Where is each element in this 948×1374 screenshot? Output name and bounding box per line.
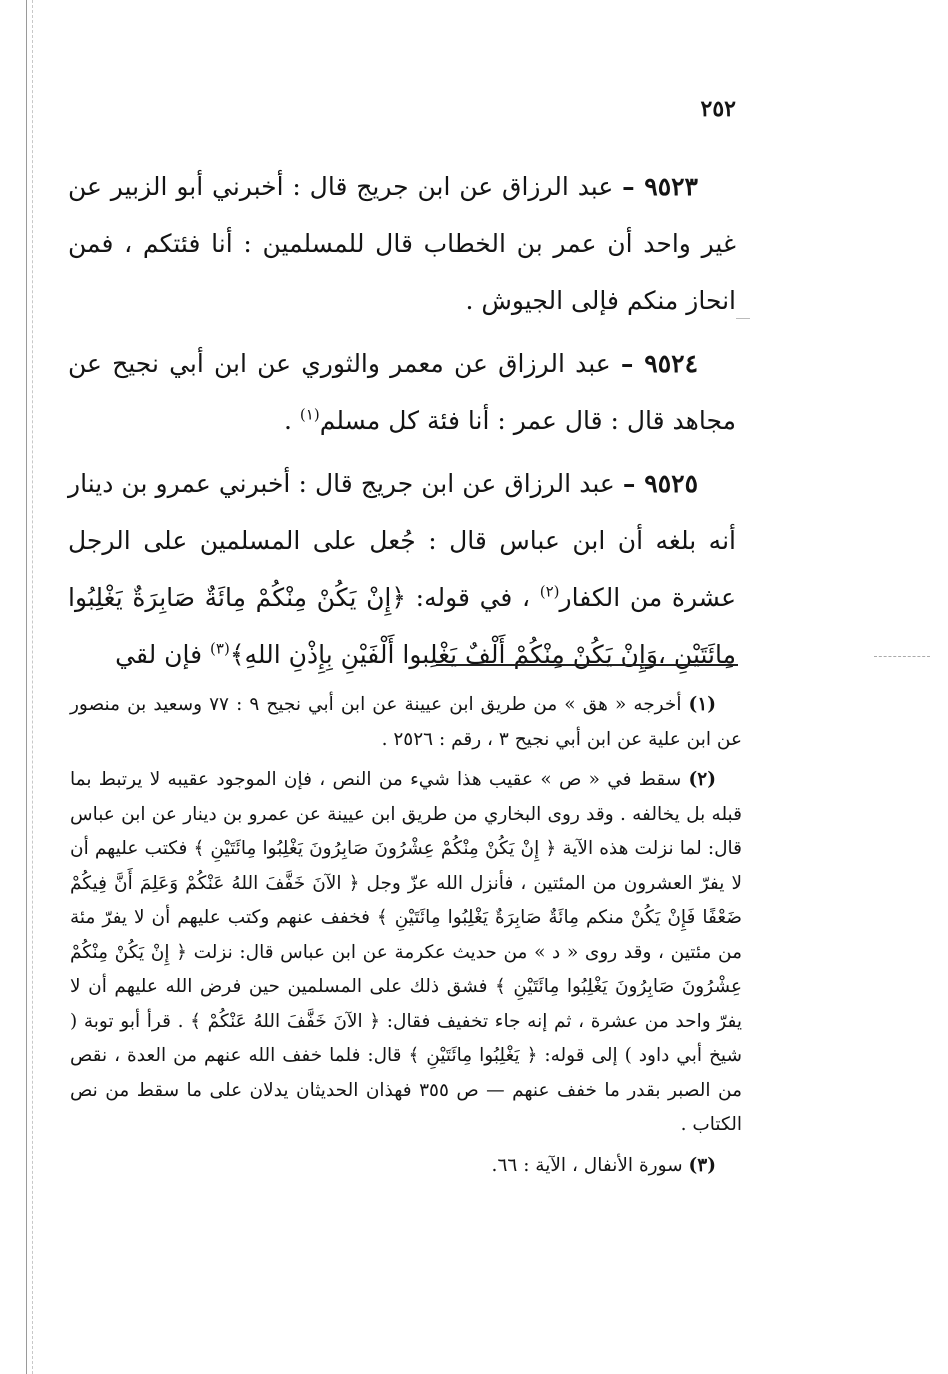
footnote-text: سقط في « ص » عقيب هذا شيء من النص ، فإن الموجود عقيبه لا يرتبط بما قبله بل يخالفه . وقد روى البخاري من طريق ابن عيينة عن عمرو بن دينار عن ابن عباس قال: لما نزلت هذه الآية ﴿ إِنْ يَكُنْ مِنْكُمْ عِشْرُونَ صَابِرُونَ يَغْلِبُوا مِائَتَيْنِ ﴾ فكتب عليهم أن لا يفرّ العشرون من المئتين ، فأنزل الله عزّ وجل ﴿ الآنَ خَفَّفَ اللهُ عَنْكُمْ وَعَلِمَ أَنَّ فِيكُمْ ضَعْفًا فَإِنْ يَكُنْ منكم مِائَةٌ صَابِرَةٌ يَغْلِبُوا مِائَتَيْنِ ﴾ فخفف عنهم وكتب عليهم أن لا يفرّ مئة من مئتين ، وقد روى « د » من حديث عكرمة عن ابن عباس قال: نزلت ﴿ إِنْ يَكُنْ مِنْكُمْ عِشْرُونَ صَابِرُونَ يَغْلِبُوا مِائَتَيْنِ ﴾ فشق ذلك على المسلمين حين فرض الله عليهم أن لا يفرّ واحد من عشرة ، ثم إنه جاء تخفيف فقال: ﴿ الآنَ خَفَّفَ اللهُ عَنْكُمْ ﴾ . قرأ أبو توبة ( شيخ أبي داود ) إلى قوله: ﴿ يَغْلِبُوا مِائَتَيْنِ ﴾ قال: فلما خفف الله عنهم من العدة ، نقص من الصبر بقدر ما خفف عنهم — ص ٣٥٥ فهذان الحديثان يدلان على ما سقط من نص الكتاب . [70, 769, 742, 1135]
hadith-text-tail: . [284, 406, 300, 435]
footnote-1 [70, 688, 742, 757]
hadith-number: ٩٥٢٤ – [620, 349, 698, 378]
hadith-9525 [68, 455, 736, 683]
scan-stray-mark [874, 656, 930, 657]
footnote-2 [70, 763, 742, 1143]
main-text [68, 158, 736, 689]
scan-margin-line [32, 0, 33, 1374]
binding-edge-line [26, 0, 27, 1374]
footnote-number: (٣) [688, 1154, 716, 1176]
scan-stray-mark [736, 318, 750, 319]
page-number: ٢٥٢ [700, 96, 736, 122]
hadith-text-quran: ، في قوله: ﴿إِنْ يَكُنْ مِنْكُمْ مِائَةٌ صَابِرَةٌ يَغْلِبُوا مِائَتَيْنِ ،وَإِنْ يَكُنْ مِنْكُمْ أَلْفٌ يَغْلِبوا أَلْفَيْنِ بِإِذْنِ اللهِ﴾ [68, 583, 736, 669]
footnote-ref: (١) [299, 405, 320, 424]
footnote-text: أخرجه « هق » من طريق ابن عيينة عن ابن أبي نجيح ٩ : ٧٧ وسعيد بن منصور عن ابن علية عن ابن أبي نجيح ٣ ، رقم : ٢٥٢٦ . [70, 694, 742, 750]
footnote-ref: (٢) [539, 582, 560, 601]
footnote-3 [70, 1149, 742, 1184]
footnote-ref: (٣) [210, 639, 230, 658]
hadith-text: عبد الرزاق عن ابن جريج قال : أخبرني أبو الزبير عن غير واحد أن عمر بن الخطاب قال للمسلمين : أنا فئتكم ، فمن انحاز منكم فإلى الجيوش . [68, 172, 736, 315]
hadith-9524 [68, 335, 736, 449]
hadith-number: ٩٥٢٣ – [622, 172, 698, 201]
footnote-divider [436, 664, 738, 666]
footnote-number: (١) [688, 694, 717, 715]
hadith-number: ٩٥٢٥ – [622, 469, 698, 498]
footnote-number: (٢) [688, 769, 716, 790]
hadith-9523 [68, 158, 736, 329]
footnote-text: سورة الأنفال ، الآية : ٦٦. [491, 1154, 683, 1176]
hadith-text: عبد الرزاق عن معمر والثوري عن ابن أبي نجيح عن مجاهد قال : قال عمر : أنا فئة كل مسلم [68, 349, 736, 435]
hadith-text: عبد الرزاق عن ابن جريج قال : أخبرني عمرو بن دينار أنه بلغه أن ابن عباس قال : جُعل على المسلمين على الرجل عشرة من الكفار [68, 469, 736, 612]
hadith-text-tail: فإن لقي [115, 640, 211, 669]
footnotes [70, 688, 742, 1189]
